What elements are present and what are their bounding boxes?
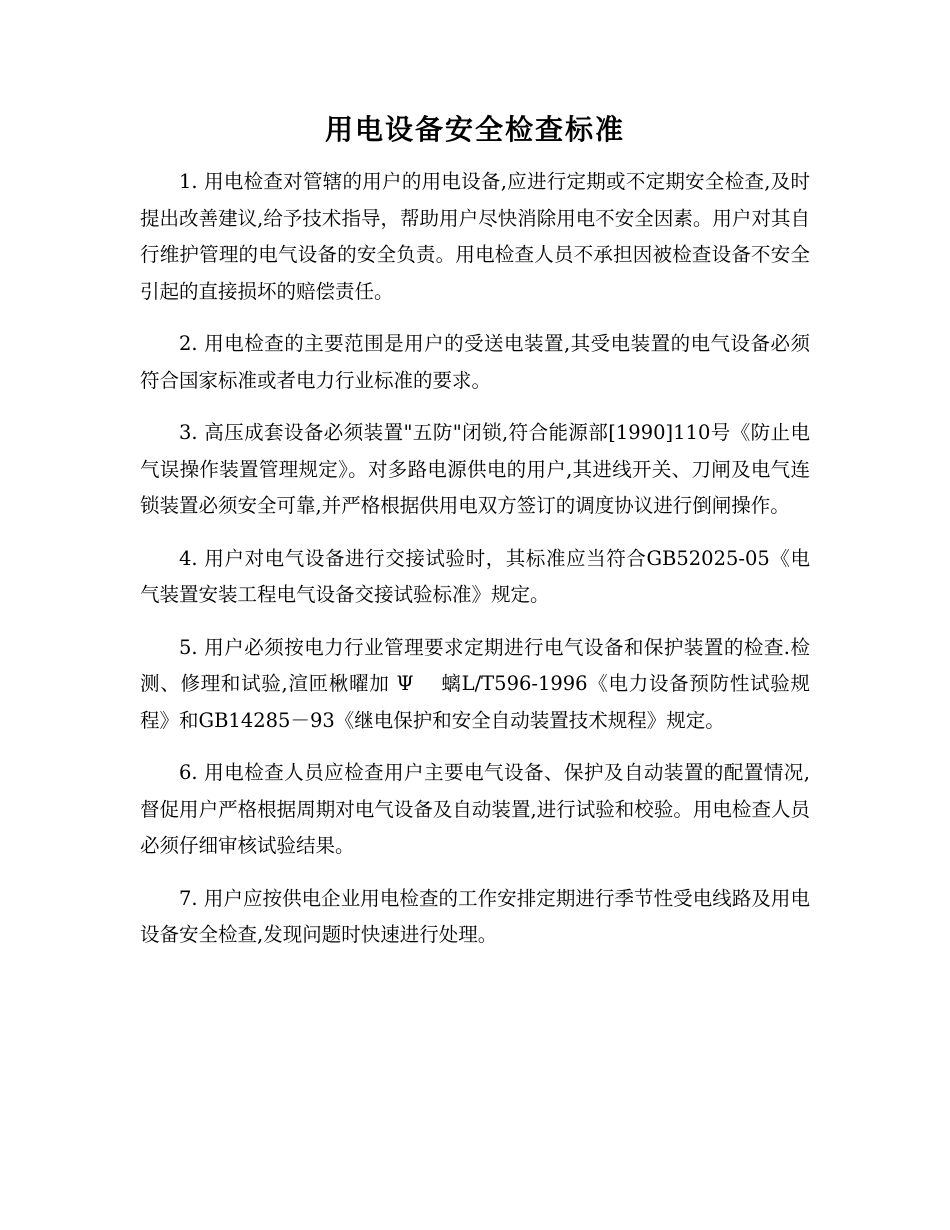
paragraph-4: 4. 用户对电气设备进行交接试验时，其标准应当符合GB52025-05《电气装置安装工程电气设备交接试验标准》规定。 <box>140 546 810 606</box>
paragraph-2: 2. 用电检查的主要范围是用户的受送电装置,其受电装置的电气设备必须符合国家标准或者电力行业标准的要求。 <box>140 332 810 392</box>
paragraph-5: 5. 用户必须按电力行业管理要求定期进行电气设备和保护装置的检查.检测、修理和试验,渲匝楸曜加 Ψ 螭L/T596-1996《电力设备预防性试验规程》和GB14285－93《继电保护和安全自动装置技术规程》规定。 <box>140 635 810 732</box>
document-title: 用电设备安全检查标准 <box>324 113 625 146</box>
paragraph-1: 1. 用电检查对管辖的用户的用电设备,应进行定期或不定期安全检查,及时提出改善建议,给予技术指导，帮助用户尽快消除用电不安全因素。用户对其自行维护管理的电气设备的安全负责。用电检查人员不承担因被检查设备不安全引起的直接损坏的赔偿责任。 <box>140 170 810 303</box>
paragraph-6: 6. 用电检查人员应检查用户主要电气设备、保护及自动装置的配置情况,督促用户严格根据周期对电气设备及自动装置,进行试验和校验。用电检查人员必须仔细审核试验结果。 <box>140 761 810 857</box>
document-body <box>140 164 810 970</box>
paragraph-7: 7. 用户应按供电企业用电检查的工作安排定期进行季节性受电线路及用电设备安全检查,发现问题时快速进行处理。 <box>140 886 810 946</box>
paragraph-3: 3. 高压成套设备必须装置"五防"闭锁,符合能源部[1990]110号《防止电气误操作装置管理规定》。对多路电源供电的用户,其进线开关、刀闸及电气连锁装置必须安全可靠,并严格根据供用电双方签订的调度协议进行倒闸操作。 <box>140 421 810 517</box>
